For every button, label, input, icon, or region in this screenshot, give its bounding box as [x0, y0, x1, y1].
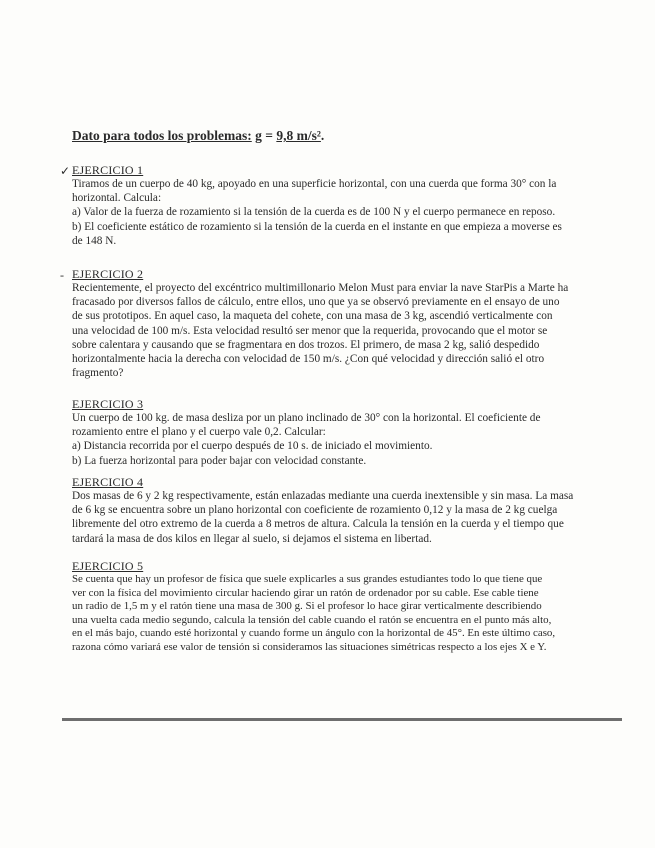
- exercise-2: [60, 267, 602, 380]
- gravity-prefix: g =: [251, 128, 277, 143]
- text-line: a) Valor de la fuerza de rozamiento si la tensión de la cuerda es de 100 N y el cuerpo permanece en reposo.: [72, 206, 556, 219]
- exercise-3: [72, 398, 602, 468]
- exercise-text: [72, 281, 602, 380]
- exercise-title: EJERCICIO 1: [72, 163, 144, 177]
- check-mark-icon: ✓: [60, 164, 71, 178]
- exercise-text: [72, 573, 602, 655]
- text-line: rozamiento entre el plano y el cuerpo vale 0,2. Calcular:: [72, 426, 326, 439]
- common-data-header: [72, 128, 324, 144]
- exercise-title: EJERCICIO 2: [72, 267, 144, 281]
- text-line: un radio de 1,5 m y el ratón tiene una masa de 300 g. Si el profesor lo hace girar verticalmente describiendo: [72, 600, 542, 613]
- text-line: Un cuerpo de 100 kg. de masa desliza por un plano inclinado de 30° con la horizontal. El coeficiente de: [72, 412, 541, 424]
- text-line: ver con la física del movimiento circular haciendo girar un ratón de ordenador por su cable. Ese cable tiene: [72, 586, 539, 599]
- text-line: b) La fuerza horizontal para poder bajar con velocidad constante.: [72, 454, 367, 467]
- text-line: una velocidad de 100 m/s. Esta velocidad resultó ser menor que la requerida, provocando que el motor se: [72, 324, 548, 337]
- text-line: Tiramos de un cuerpo de 40 kg, apoyado en una superficie horizontal, con una cuerda que forma 30° con la: [72, 178, 557, 190]
- exercise-title: EJERCICIO 4: [72, 475, 144, 489]
- text-line: de sus prototipos. En aquel caso, la maqueta del cohete, con una masa de 3 kg, ascendió verticalmente con: [72, 310, 553, 323]
- text-line: sobre calentara y causando que se fragmentara en dos trozos. El primero, de masa 2 kg, salió despedido: [72, 338, 540, 351]
- text-line: horizontal. Calcula:: [72, 192, 162, 205]
- text-line: razona cómo variará ese valor de tensión si consideramos las situaciones simétricas respecto a los ejes X e Y.: [72, 640, 547, 653]
- exercise-text: [72, 489, 602, 546]
- text-line: en el más bajo, cuando esté horizontal y cuando forme un ángulo con la horizontal de 45°. En este último caso,: [72, 627, 556, 640]
- text-line: horizontalmente hacia la derecha con velocidad de 150 m/s. ¿Con qué velocidad y dirección salió el otro: [72, 353, 545, 366]
- exercise-5: [72, 560, 602, 655]
- text-line: de 148 N.: [72, 234, 117, 247]
- text-line: tardará la masa de dos kilos en llegar al suelo, si dejamos el sistema en libertad.: [72, 532, 432, 545]
- bottom-divider: [62, 718, 622, 721]
- gravity-value: 9,8 m/s²: [276, 128, 321, 143]
- text-line: Recientemente, el proyecto del excéntrico multimillonario Melon Must para enviar la nave StarPis a Marte ha: [72, 282, 569, 294]
- text-line: Dos masas de 6 y 2 kg respectivamente, están enlazadas mediante una cuerda inextensible y sin masa. La masa: [72, 490, 574, 502]
- exercise-title: EJERCICIO 3: [72, 397, 144, 411]
- exercise-text: [72, 177, 602, 248]
- exercise-4: [72, 476, 602, 546]
- text-line: una vuelta cada medio segundo, calcula la tensión del cable cuando el ratón se encuentra en el punto más alto,: [72, 613, 552, 626]
- common-data-label: Dato para todos los problemas:: [72, 128, 252, 143]
- exercise-title: EJERCICIO 5: [72, 559, 144, 573]
- text-line: fragmento?: [72, 367, 124, 380]
- text-line: de 6 kg se encuentra sobre un plano horizontal con coeficiente de rozamiento 0,12 y la masa de 2 kg cuelga: [72, 504, 558, 517]
- text-line: Se cuenta que hay un profesor de física que suele explicarles a sus grandes estudiantes todo lo que tiene que: [72, 573, 543, 585]
- exercise-1: [60, 163, 602, 248]
- text-line: fracasado por diversos fallos de cálculo, entre ellos, uno que ya se observó previamente en el ensayo de uno: [72, 296, 560, 309]
- gravity-suffix: .: [320, 128, 325, 143]
- exercise-text: [72, 411, 602, 468]
- dash-mark-icon: -: [60, 268, 64, 282]
- text-line: a) Distancia recorrida por el cuerpo después de 10 s. de iniciado el movimiento.: [72, 440, 433, 453]
- text-line: b) El coeficiente estático de rozamiento si la tensión de la cuerda en el instante en que empieza a moverse es: [72, 220, 562, 233]
- text-line: libremente del otro extremo de la cuerda a 8 metros de altura. Calcula la tensión en la cuerda y el tiempo que: [72, 518, 564, 531]
